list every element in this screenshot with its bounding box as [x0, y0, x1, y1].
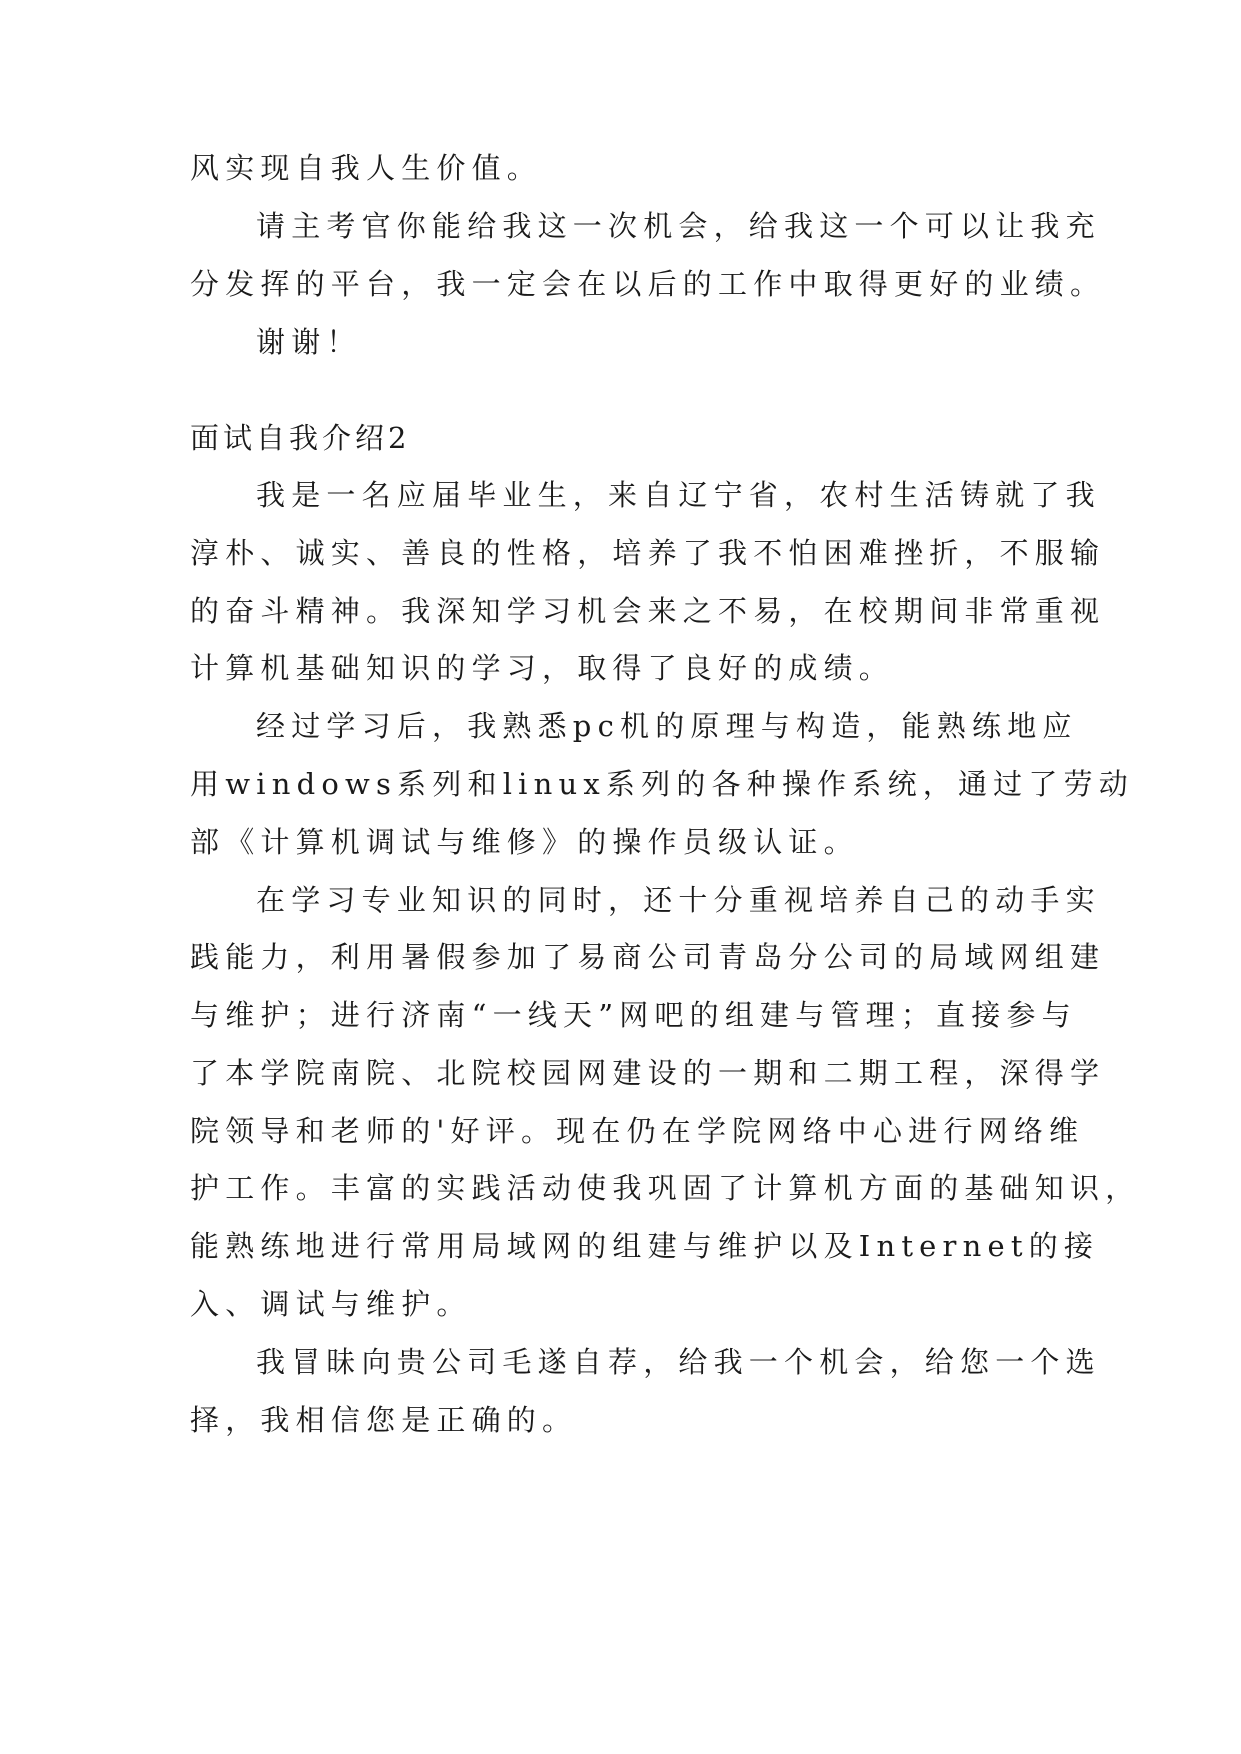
paragraph-line: 护工作。丰富的实践活动使我巩固了计算机方面的基础知识， [190, 1171, 1141, 1205]
paragraph-line: 部《计算机调试与维修》的操作员级认证。 [190, 825, 859, 859]
paragraph-line: 了本学院南院、北院校园网建设的一期和二期工程，深得学 [190, 1056, 1106, 1090]
paragraph-line: 能熟练地进行常用局域网的组建与维护以及Internet的接 [190, 1229, 1100, 1263]
paragraph-line: 淳朴、诚实、善良的性格，培养了我不怕困难挫折，不服输 [190, 536, 1106, 570]
paragraph-line: 风实现自我人生价值。 [190, 151, 543, 185]
paragraph-line: 在学习专业知识的同时，还十分重视培养自己的动手实 [256, 883, 1101, 917]
paragraph-line: 与维护；进行济南“一线天”网吧的组建与管理；直接参与 [190, 998, 1077, 1032]
paragraph-line: 分发挥的平台，我一定会在以后的工作中取得更好的业绩。 [190, 267, 1106, 301]
paragraph-line: 我是一名应届毕业生，来自辽宁省，农村生活铸就了我 [256, 478, 1101, 512]
section-heading: 面试自我介绍2 [190, 421, 411, 455]
paragraph-line: 用windows系列和linux系列的各种操作系统，通过了劳动 [190, 767, 1134, 801]
paragraph-line: 我冒昧向贵公司毛遂自荐，给我一个机会，给您一个选 [256, 1345, 1101, 1379]
paragraph-line: 践能力，利用暑假参加了易商公司青岛分公司的局域网组建 [190, 940, 1106, 974]
paragraph-line: 的奋斗精神。我深知学习机会来之不易，在校期间非常重视 [190, 594, 1106, 628]
paragraph-line: 院领导和老师的'好评。现在仍在学院网络中心进行网络维 [190, 1114, 1085, 1148]
paragraph-line: 谢谢！ [256, 325, 362, 359]
paragraph-line: 择，我相信您是正确的。 [190, 1403, 578, 1437]
paragraph-line: 请主考官你能给我这一次机会，给我这一个可以让我充 [256, 209, 1101, 243]
paragraph-line: 计算机基础知识的学习，取得了良好的成绩。 [190, 651, 895, 685]
paragraph-line: 入、调试与维护。 [190, 1287, 472, 1321]
paragraph-line: 经过学习后，我熟悉pc机的原理与构造，能熟练地应 [256, 709, 1078, 743]
